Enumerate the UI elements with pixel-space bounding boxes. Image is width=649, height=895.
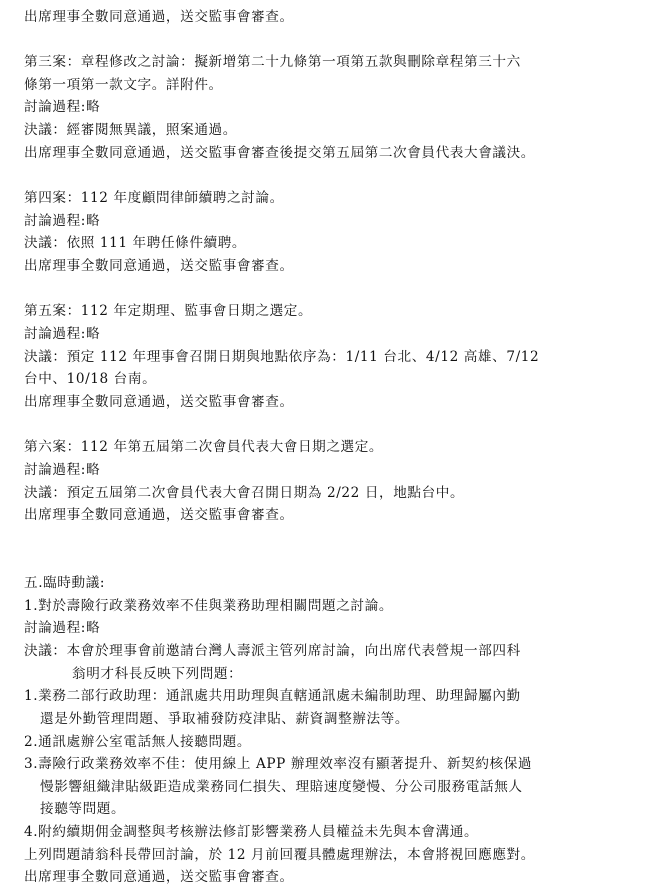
text-line: 討論過程:略 — [24, 620, 101, 636]
text-line: 決議：依照 111 年聘任條件續聘。 — [24, 235, 247, 251]
list-item-4: 4.附約續期佣金調整與考核辦法修訂影響業務人員權益未先與本會溝通。 — [24, 824, 479, 840]
text-line: 出席理事全數同意通過，送交監事會審查。 — [24, 869, 294, 885]
text-line: 出席理事全數同意通過，送交監事會審查。 — [24, 507, 294, 523]
text-line: 出席理事全數同意通過，送交監事會審查後提交第五屆第二次會員代表大會議決。 — [24, 145, 535, 161]
text-line: 討論過程:略 — [24, 462, 101, 478]
text-line: 條第一項第一款文字。詳附件。 — [24, 77, 223, 93]
text-line: 出席理事全數同意通過，送交監事會審查。 — [24, 9, 294, 25]
text-line: 出席理事全數同意通過，送交監事會審查。 — [24, 394, 294, 410]
text-line: 決議：預定五屆第二次會員代表大會召開日期為 2/22 日，地點台中。 — [24, 485, 465, 501]
agenda-item-6-heading: 第六案：112 年第五屆第二次會員代表大會日期之選定。 — [24, 439, 384, 455]
text-line: 討論過程:略 — [24, 326, 101, 342]
text-line: 接聽等問題。 — [40, 801, 126, 817]
list-item-3: 3.壽險行政業務效率不佳：使用線上 APP 辦理效率沒有顯著提升、新契約核保過 — [24, 756, 533, 772]
text-line: 討論過程:略 — [24, 99, 101, 115]
text-line: 決議：預定 112 年理事會召開日期與地點依序為：1/11 台北、4/12 高雄、7/12 — [24, 349, 540, 365]
text-line: 翁明才科長反映下列問題： — [72, 666, 243, 682]
text-line: 慢影響組織津貼級距造成業務同仁損失、理賠速度變慢、分公司服務電話無人 — [40, 779, 523, 795]
text-line: 出席理事全數同意通過，送交監事會審查。 — [24, 258, 294, 274]
agenda-item-4-heading: 第四案：112 年度顧問律師續聘之討論。 — [24, 190, 284, 206]
agenda-item-3-heading: 第三案：章程修改之討論：擬新增第二十九條第一項第五款與刪除章程第三十六 — [24, 54, 521, 70]
section-heading-extempore-motions: 五.臨時動議: — [24, 575, 106, 591]
text-line: 決議：本會於理事會前邀請台灣人壽派主管列席討論，向出席代表營規一部四科 — [24, 643, 521, 659]
text-line: 還是外勤管理問題、爭取補發防疫津貼、薪資調整辦法等。 — [40, 711, 410, 727]
text-line: 上列問題請翁科長帶回討論，於 12 月前回覆具體處理辦法，本會將視回應應對。 — [24, 847, 535, 863]
text-line: 討論過程:略 — [24, 213, 101, 229]
text-line: 決議：經審閱無異議，照案通過。 — [24, 122, 237, 138]
text-line: 台中、10/18 台南。 — [24, 371, 157, 387]
list-item-1: 1.業務二部行政助理：通訊處共用助理與直轄通訊處未編制助理、助理歸屬內勤 — [24, 688, 521, 704]
agenda-item-5-heading: 第五案：112 年定期理、監事會日期之選定。 — [24, 303, 313, 319]
list-item-2: 2.通訊處辦公室電話無人接聽問題。 — [24, 734, 252, 750]
text-line: 1.對於壽險行政業務效率不佳與業務助理相關問題之討論。 — [24, 598, 394, 614]
